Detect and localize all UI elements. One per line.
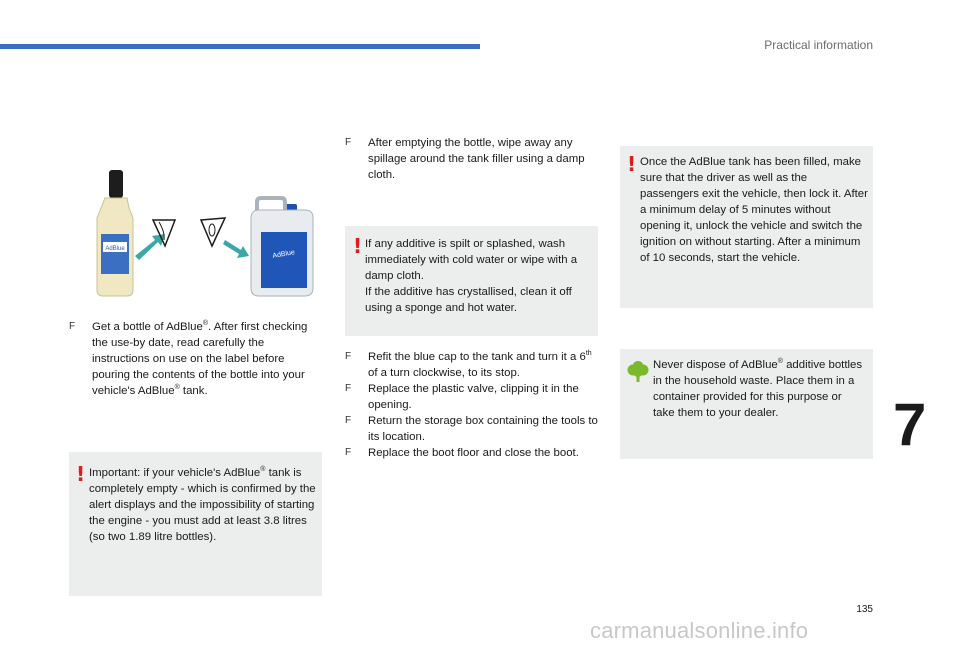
bottle-label-text: AdBlue xyxy=(105,246,125,252)
warning-line-2: If the additive has crystallised, clean it off using a sponge and hot water. xyxy=(365,286,572,314)
warning-line-1: If any additive is spilt or splashed, wash immediately with cold water or wipe with a damp cloth. xyxy=(365,238,578,282)
warning-exclamation-icon: ! xyxy=(76,462,86,486)
step-close-boot: F Replace the boot floor and close the boot. xyxy=(345,447,579,459)
section-title: Practical information xyxy=(764,38,873,52)
step-bullet: F xyxy=(345,137,352,148)
registered-mark: ® xyxy=(174,384,180,392)
step-return-box: F Return the storage box containing the tools to its location. xyxy=(345,415,598,443)
warning-note-text: Once the AdBlue tank has been filled, make sure that the driver as well as the passengers exit the vehicle, then lock it. After a minimum delay of 5 minutes without opening it, unlock the vehicle and switch the ignition on without starting. After a minimum of 10 seconds, start the vehicle. xyxy=(640,156,868,264)
step-text-b: . After first checking the use-by date, read carefully the instructions on use on the label before pouring the contents of the bottle into your vehicle's AdBlue xyxy=(92,321,308,397)
warning-note-empty-tank xyxy=(69,452,322,596)
chapter-number: 7 xyxy=(893,391,927,458)
step-replace-valve: F Replace the plastic valve, clipping it in the opening. xyxy=(345,383,579,411)
step-wipe-spillage xyxy=(345,135,597,183)
step-text: After emptying the bottle, wipe away any spillage around the tank filler using a damp cloth. xyxy=(368,137,585,181)
step-get-bottle xyxy=(69,319,321,399)
step-bullet: F xyxy=(345,383,352,394)
warning-exclamation-icon: ! xyxy=(627,152,637,176)
step-text-c: tank. xyxy=(179,385,208,397)
registered-mark: ® xyxy=(202,320,208,328)
ordinal-suffix: th xyxy=(585,350,592,358)
step-text-a: Get a bottle of AdBlue xyxy=(92,321,203,333)
eco-note-text: Never dispose of AdBlue® additive bottles in the household waste. Place them in a container provided for this purpose or take them to your dealer. xyxy=(653,358,863,419)
header-accent-bar xyxy=(0,44,480,49)
watermark: carmanualsonline.info xyxy=(590,618,809,643)
warning-exclamation-icon: ! xyxy=(353,234,363,258)
registered-mark: ® xyxy=(260,466,266,474)
page-number: 135 xyxy=(856,604,873,615)
step-bullet: F xyxy=(69,321,76,332)
step-bullet: F xyxy=(345,415,352,426)
eco-tree-icon xyxy=(627,361,649,383)
step-refit-cap: F Refit the blue cap to the tank and turn it a 6th of a turn clockwise, to its stop. xyxy=(345,350,592,379)
adblue-illustration xyxy=(85,160,325,300)
step-bullet: F xyxy=(345,351,352,362)
steps-finish xyxy=(345,349,599,461)
eco-note-disposal xyxy=(620,349,873,459)
registered-mark: ® xyxy=(777,358,783,366)
adblue-bottle-and-canister-image xyxy=(85,160,325,300)
canister-label-text: AdBlue xyxy=(272,249,296,260)
step-bullet: F xyxy=(345,447,352,458)
warning-note-spillage xyxy=(345,226,598,336)
warning-note-text: Important: if your vehicle's AdBlue® tank is completely empty - which is confirmed by the alert displays and the impossibility of starting the engine - you must add at least 3.8 litres (so two 1.89 litre bottles). xyxy=(89,466,316,543)
warning-note-text xyxy=(365,236,593,316)
warning-note-after-filling xyxy=(620,146,873,308)
